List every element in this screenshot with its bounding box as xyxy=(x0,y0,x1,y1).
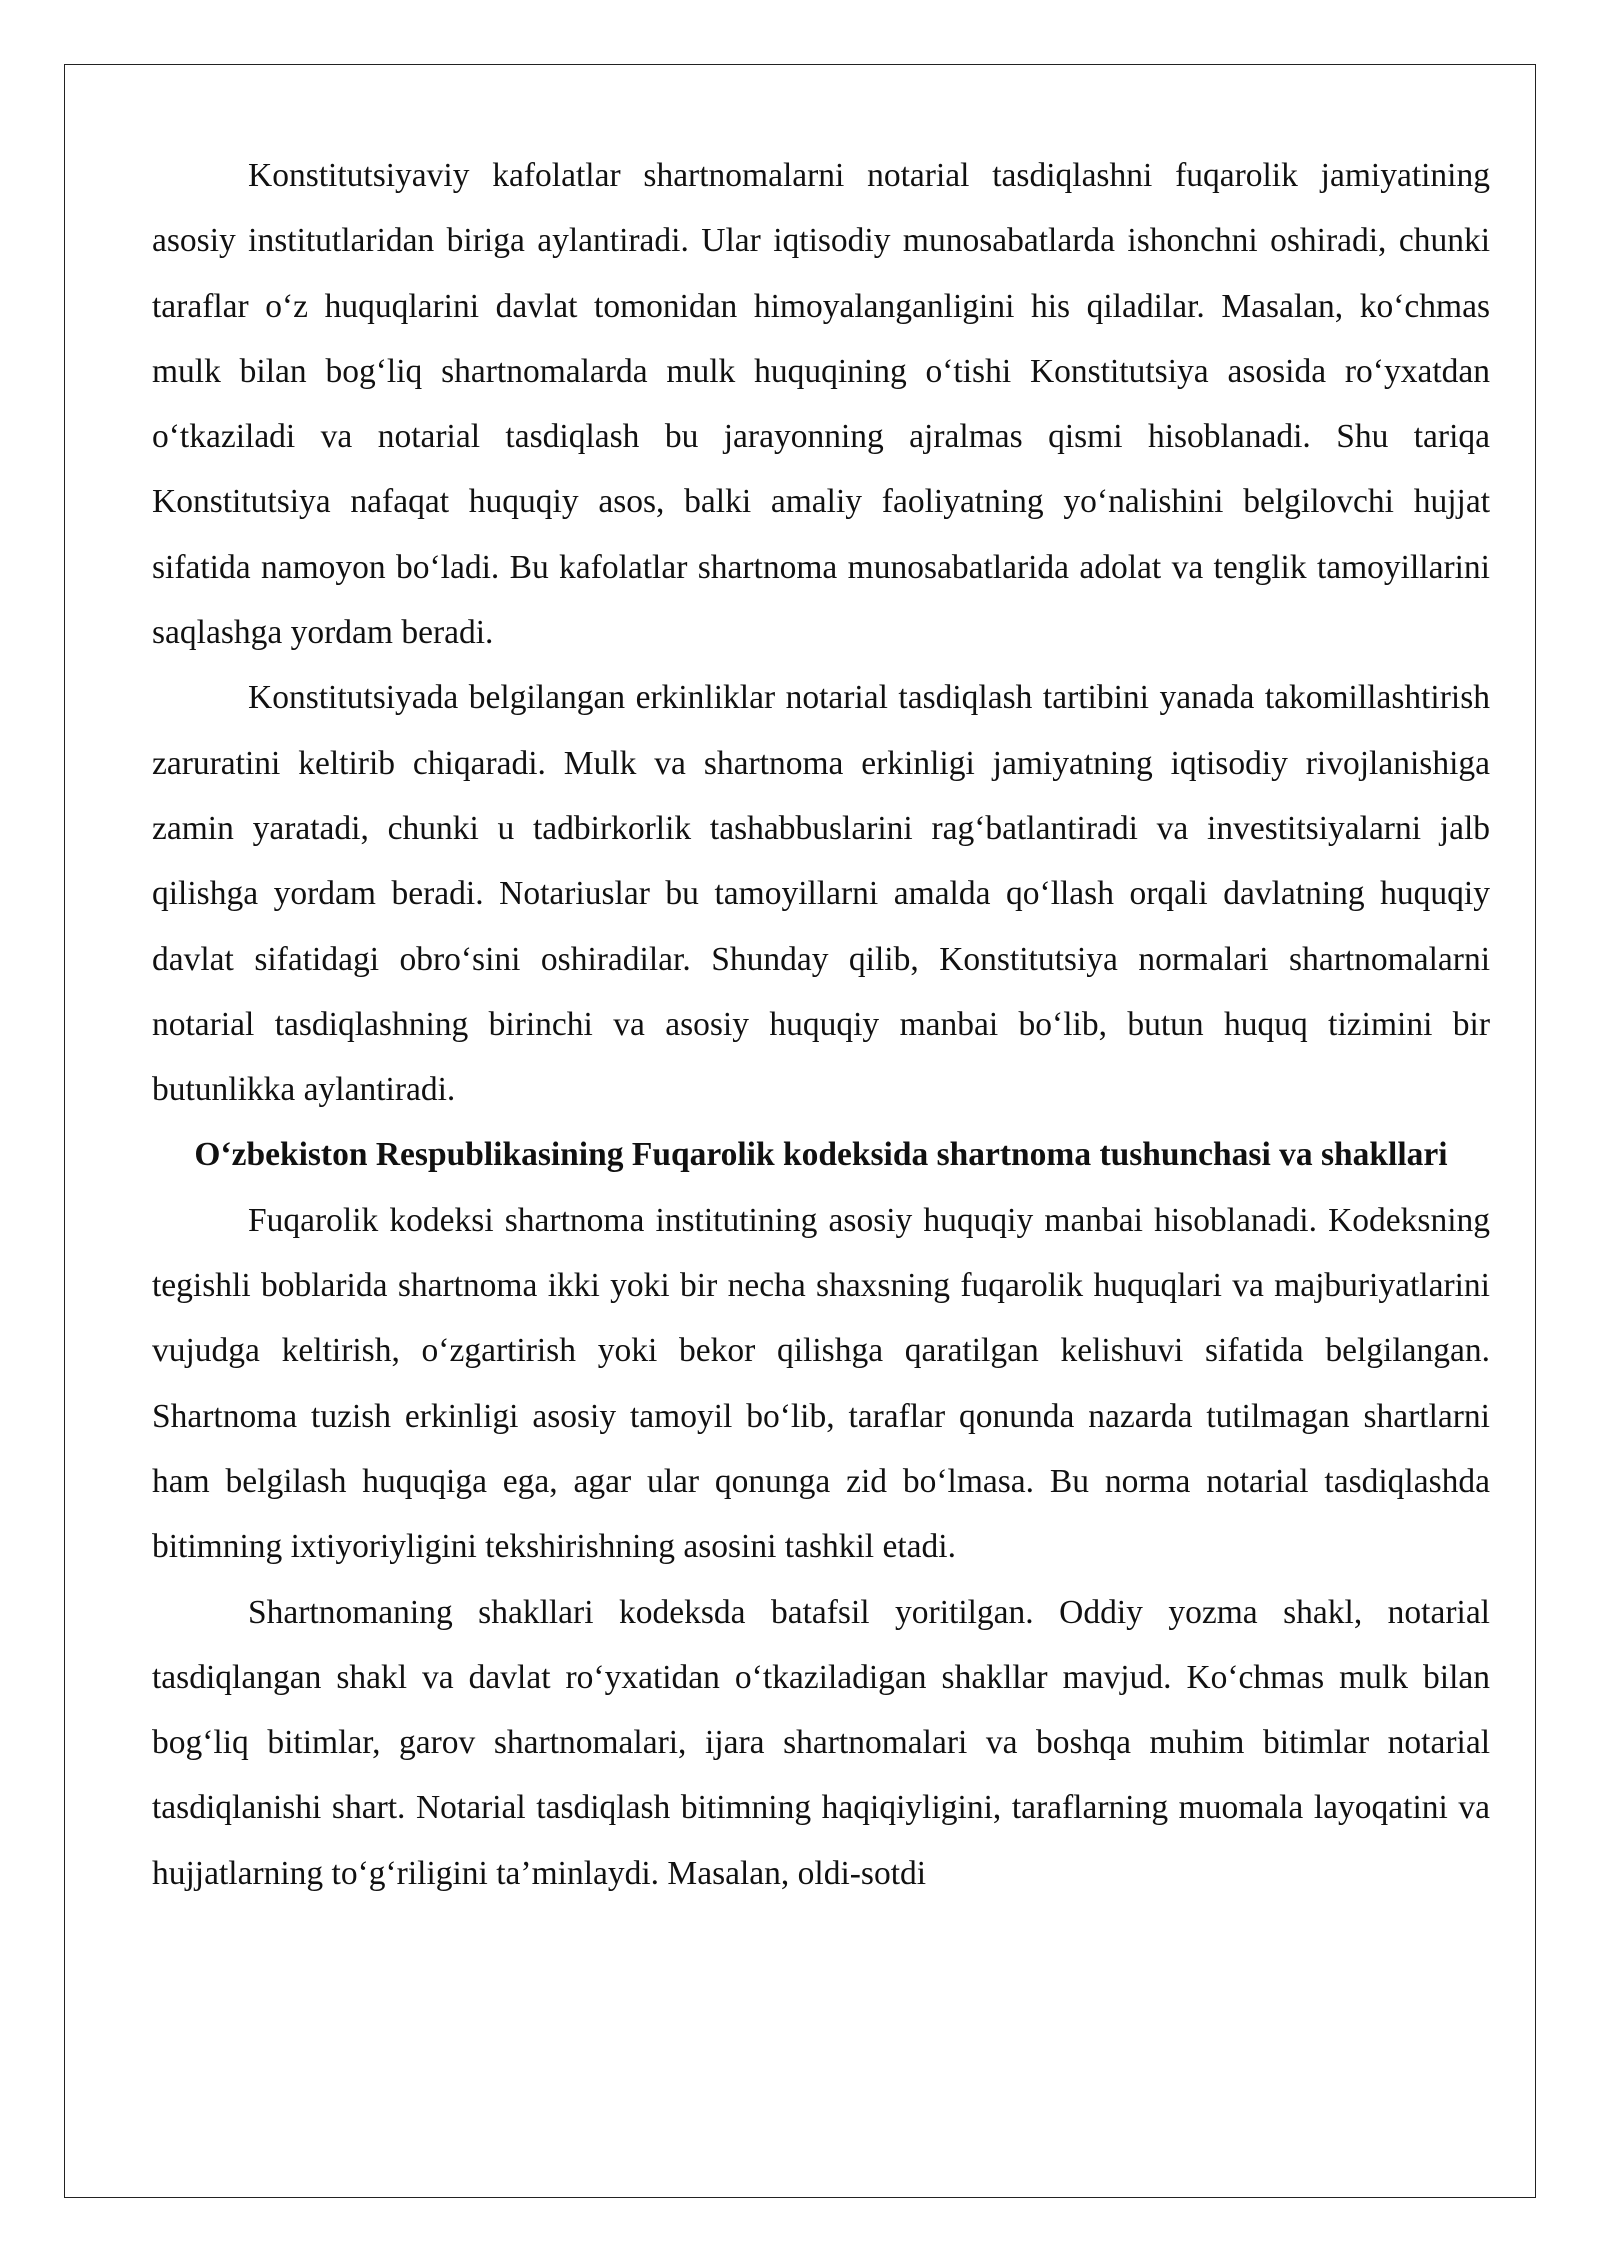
paragraph: Shartnomaning shakllari kodeksda batafsil yoritilgan. Oddiy yozma shakl, notarial tasdiqlangan shakl va davlat ro‘yxatidan o‘tkaziladigan shakllar mavjud. Ko‘chmas mulk bilan bog‘liq bitimlar, garov shartnomalari, ijara shartnomalari va boshqa muhim bitimlar notarial tasdiqlanishi shart. Notarial tasdiqlash bitimning haqiqiyligini, taraflarning muomala layoqatini va hujjatlarning to‘g‘riligini ta’minlaydi. Masalan, oldi-sotdi xyxy=(152,1593,1490,1892)
paragraph: Fuqarolik kodeksi shartnoma institutining asosiy huquqiy manbai hisoblanadi. Kodeksning tegishli boblarida shartnoma ikki yoki bir necha shaxsning fuqarolik huquqlari va majburiyatlarini vujudga keltirish, o‘zgartirish yoki bekor qilishga qaratilgan kelishuvi sifatida belgilangan. Shartnoma tuzish erkinligi asosiy tamoyil bo‘lib, taraflar qonunda nazarda tutilmagan shartlarni ham belgilash huquqiga ega, agar ular qonunga zid bo‘lmasa. Bu norma notarial tasdiqlashda bitimning ixtiyoriyligini tekshirishning asosini tashkil etadi. xyxy=(152,1201,1490,1566)
paragraph: Konstitutsiyaviy kafolatlar shartnomalarni notarial tasdiqlashni fuqarolik jamiyatining asosiy institutlaridan biriga aylantiradi. Ular iqtisodiy munosabatlarda ishonchni oshiradi, chunki taraflar o‘z huquqlarini davlat tomonidan himoyalanganligini his qiladilar. Masalan, ko‘chmas mulk bilan bog‘liq shartnomalarda mulk huquqining o‘tishi Konstitutsiya asosida ro‘yxatdan o‘tkaziladi va notarial tasdiqlash bu jarayonning ajralmas qismi hisoblanadi. Shu tariqa Konstitutsiya nafaqat huquqiy asos, balki amaliy faoliyatning yo‘nalishini belgilovchi hujjat sifatida namoyon bo‘ladi. Bu kafolatlar shartnoma munosabatlarida adolat va tenglik tamoyillarini saqlashga yordam beradi. xyxy=(152,157,1490,652)
section-heading: O‘zbekiston Respublikasining Fuqarolik kodeksida shartnoma tushunchasi va shakllari xyxy=(194,1136,1448,1174)
paragraph: Konstitutsiyada belgilangan erkinliklar notarial tasdiqlash tartibini yanada takomillashtirish zaruratini keltirib chiqaradi. Mulk va shartnoma erkinligi jamiyatning iqtisodiy rivojlanishiga zamin yaratadi, chunki u tadbirkorlik tashabbuslarini rag‘batlantiradi va investitsiyalarni jalb qilishga yordam beradi. Notariuslar bu tamoyillarni amalda qo‘llash orqali davlatning huquqiy davlat sifatidagi obro‘sini oshiradilar. Shunday qilib, Konstitutsiya normalari shartnomalarni notarial tasdiqlashning birinchi va asosiy huquqiy manbai bo‘lib, butun huquq tizimini bir butunlikka aylantiradi. xyxy=(152,679,1490,1109)
document-body xyxy=(152,143,1490,1906)
